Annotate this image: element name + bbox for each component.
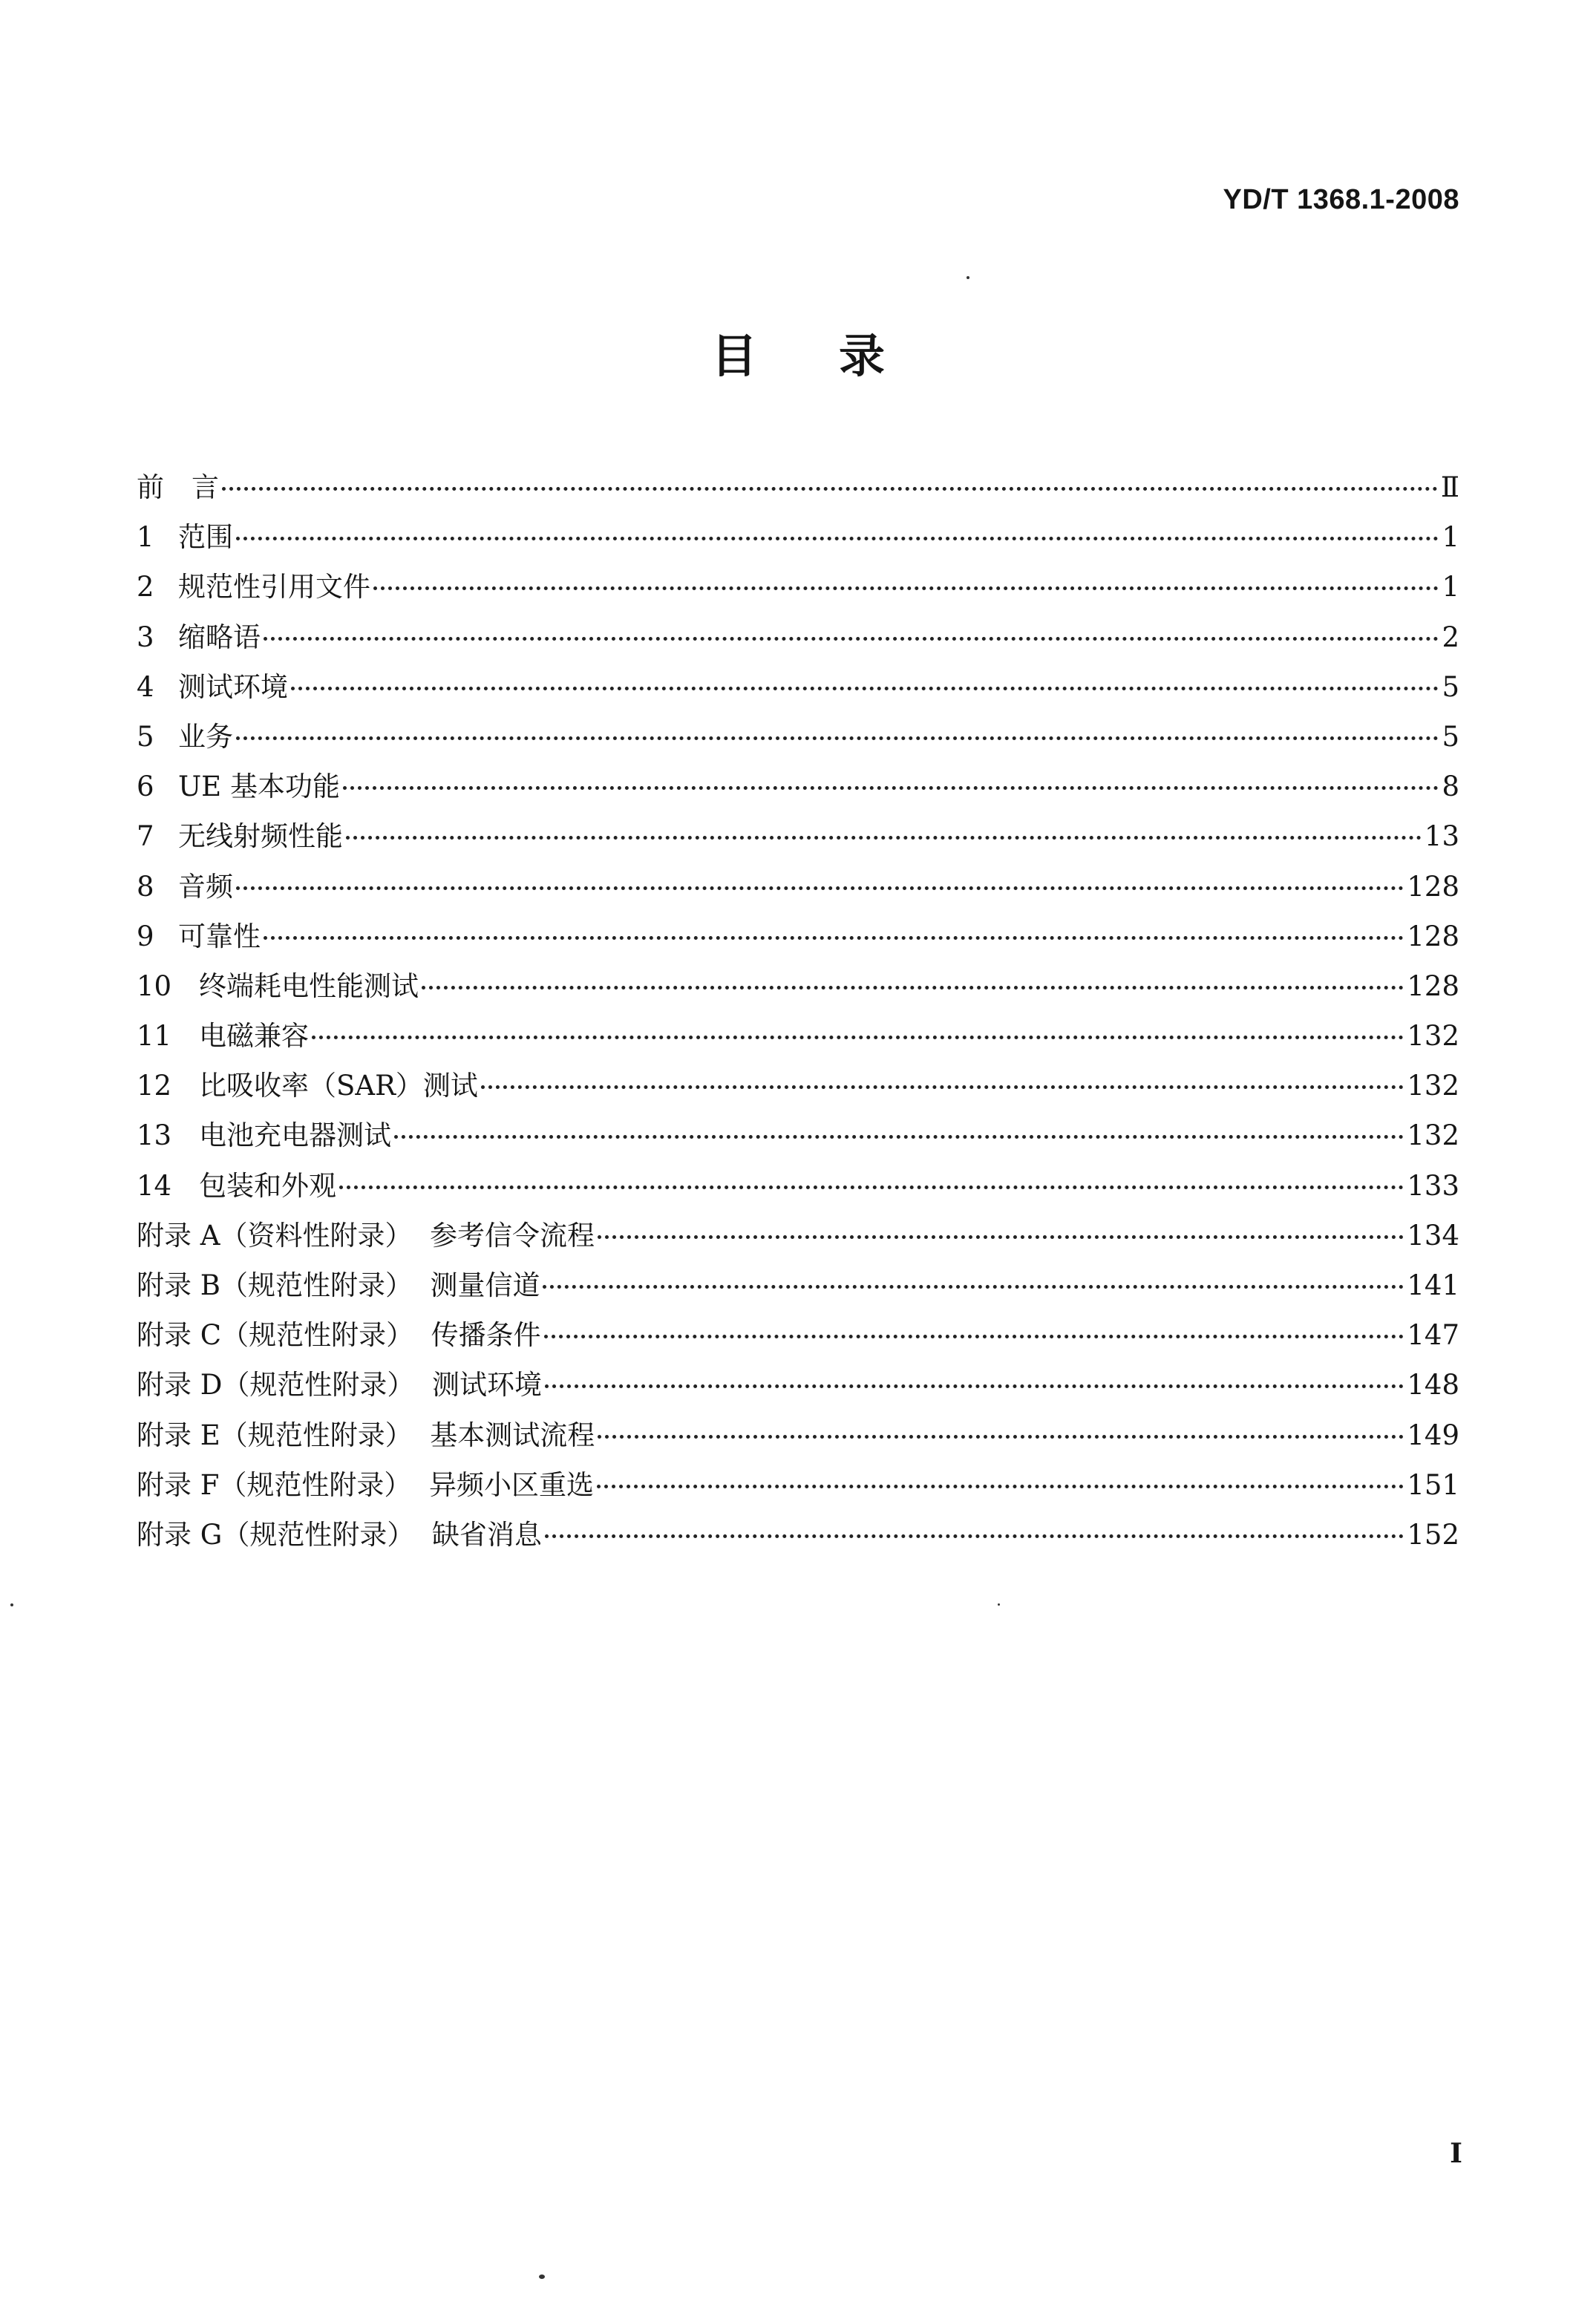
toc-entry-page: 147 (1407, 1319, 1459, 1352)
toc-entry-title: 电磁兼容 (199, 1020, 309, 1053)
toc-entry-page: 132 (1407, 1119, 1459, 1152)
toc-entry[interactable] (137, 1312, 1459, 1362)
toc-entry-title: 音频 (178, 870, 233, 903)
toc-entry[interactable] (137, 1362, 1459, 1412)
toc-entry-number: 9 (137, 920, 154, 952)
scan-speck (10, 1603, 13, 1606)
toc-entry-title: 终端耗电性能测试 (199, 969, 419, 1002)
dot-leader (264, 637, 1439, 641)
page-number: I (1450, 2138, 1462, 2169)
toc-entry[interactable] (137, 1413, 1459, 1462)
toc-entry-number: 13 (137, 1119, 172, 1152)
toc-entry-number: 5 (137, 720, 154, 753)
toc-entry-number: 8 (137, 870, 154, 903)
toc-entry[interactable] (137, 814, 1459, 863)
toc-entry-title: 业务 (178, 720, 233, 753)
scan-speck (539, 2274, 545, 2279)
toc-entry[interactable] (137, 1462, 1459, 1512)
toc-entry[interactable] (137, 1113, 1459, 1162)
toc-entry-number: 7 (137, 820, 154, 853)
toc-entry-title: 附录 G（规范性附录） 缺省消息 (137, 1518, 542, 1551)
dot-leader (544, 1335, 1404, 1338)
dot-leader (236, 537, 1439, 540)
dot-leader (394, 1135, 1404, 1139)
dot-leader (598, 1235, 1404, 1239)
toc-entry-title: UE 基本功能 (178, 771, 340, 803)
toc-entry-number: 11 (137, 1020, 172, 1053)
toc-entry-page: 132 (1407, 1020, 1459, 1053)
toc-entry-page: 1 (1442, 571, 1459, 604)
toc-entry[interactable] (137, 714, 1459, 764)
toc-entry-number: 6 (137, 771, 154, 803)
dot-leader (373, 586, 1439, 590)
toc-entry-title: 前 言 (137, 471, 219, 503)
toc-entry-page: 1 (1442, 521, 1459, 554)
toc-entry-page: 134 (1407, 1219, 1459, 1252)
dot-leader (291, 687, 1439, 690)
toc-entry-title: 附录 B（规范性附录） 测量信道 (137, 1269, 540, 1301)
toc-entry-page: 128 (1407, 920, 1459, 952)
toc-entry-page: 13 (1424, 820, 1459, 853)
dot-leader (236, 736, 1439, 740)
dot-leader (312, 1036, 1404, 1039)
dot-leader (346, 836, 1422, 840)
toc-entry[interactable] (137, 1512, 1459, 1562)
toc-entry-title: 附录 F（规范性附录） 异频小区重选 (137, 1468, 594, 1501)
toc-entry[interactable] (137, 964, 1459, 1013)
toc-entry[interactable] (137, 1013, 1459, 1063)
toc-entry-title: 附录 C（规范性附录） 传播条件 (137, 1319, 541, 1352)
toc-entry-page: 8 (1442, 771, 1459, 803)
toc-entry-title: 附录 E（规范性附录） 基本测试流程 (137, 1419, 595, 1451)
toc-entry[interactable] (137, 1213, 1459, 1263)
toc-entry[interactable] (137, 1263, 1459, 1312)
toc-entry-number: 2 (137, 571, 154, 604)
toc-entry[interactable] (137, 764, 1459, 814)
toc-entry-page: Ⅱ (1440, 471, 1459, 503)
toc-entry-number: 1 (137, 521, 154, 554)
toc-entry[interactable] (137, 615, 1459, 664)
toc-entry-page: 141 (1407, 1269, 1459, 1301)
toc-entry-page: 5 (1442, 670, 1459, 703)
page-title: 目录 (710, 329, 967, 383)
toc-entry-title: 比吸收率（SAR）测试 (199, 1070, 478, 1102)
toc-entry-page: 133 (1407, 1169, 1459, 1202)
document-code: YD/T 1368.1-2008 (1223, 184, 1459, 215)
toc-entry-title: 规范性引用文件 (178, 571, 370, 604)
dot-leader (545, 1384, 1404, 1388)
toc-entry-title: 缩略语 (178, 621, 261, 653)
toc-entry[interactable] (137, 914, 1459, 964)
dot-leader (481, 1085, 1404, 1089)
toc-entry[interactable] (137, 664, 1459, 714)
toc-entry-page: 128 (1407, 969, 1459, 1002)
toc-entry[interactable] (137, 864, 1459, 914)
toc-entry-title: 无线射频性能 (178, 820, 343, 853)
toc-entry-title: 附录 D（规范性附录） 测试环境 (137, 1369, 542, 1402)
dot-leader (543, 1285, 1404, 1289)
toc-entry-title: 范围 (178, 521, 233, 554)
dot-leader (597, 1485, 1404, 1488)
toc-entry-number: 3 (137, 621, 154, 653)
dot-leader (236, 886, 1404, 890)
toc-entry[interactable] (137, 1063, 1459, 1113)
toc-entry-page: 128 (1407, 870, 1459, 903)
toc-entry-page: 149 (1407, 1419, 1459, 1451)
table-of-contents (137, 465, 1459, 1562)
toc-entry-title: 包装和外观 (199, 1169, 336, 1202)
toc-entry[interactable] (137, 514, 1459, 564)
dot-leader (343, 786, 1439, 790)
toc-entry-title: 测试环境 (178, 670, 288, 703)
dot-leader (222, 487, 1438, 491)
toc-entry-page: 151 (1407, 1468, 1459, 1501)
toc-entry-number: 4 (137, 670, 154, 703)
dot-leader (339, 1185, 1404, 1189)
toc-entry-number: 10 (137, 969, 172, 1002)
toc-entry-title: 可靠性 (178, 920, 261, 952)
toc-entry-page: 132 (1407, 1070, 1459, 1102)
dot-leader (598, 1435, 1404, 1439)
toc-entry-title: 电池充电器测试 (199, 1119, 391, 1152)
dot-leader (264, 936, 1404, 940)
toc-entry-number: 12 (137, 1070, 172, 1102)
scan-speck (998, 1603, 1000, 1606)
toc-entry-title: 附录 A（资料性附录） 参考信令流程 (137, 1219, 595, 1252)
toc-entry-page: 152 (1407, 1518, 1459, 1551)
toc-entry[interactable] (137, 465, 1459, 514)
scan-speck (967, 276, 969, 279)
toc-entry-page: 5 (1442, 720, 1459, 753)
toc-entry[interactable] (137, 1163, 1459, 1213)
toc-entry-page: 148 (1407, 1369, 1459, 1402)
toc-entry[interactable] (137, 564, 1459, 614)
toc-entry-number: 14 (137, 1169, 172, 1202)
dot-leader (545, 1534, 1404, 1538)
dot-leader (422, 986, 1404, 990)
toc-entry-page: 2 (1442, 621, 1459, 653)
